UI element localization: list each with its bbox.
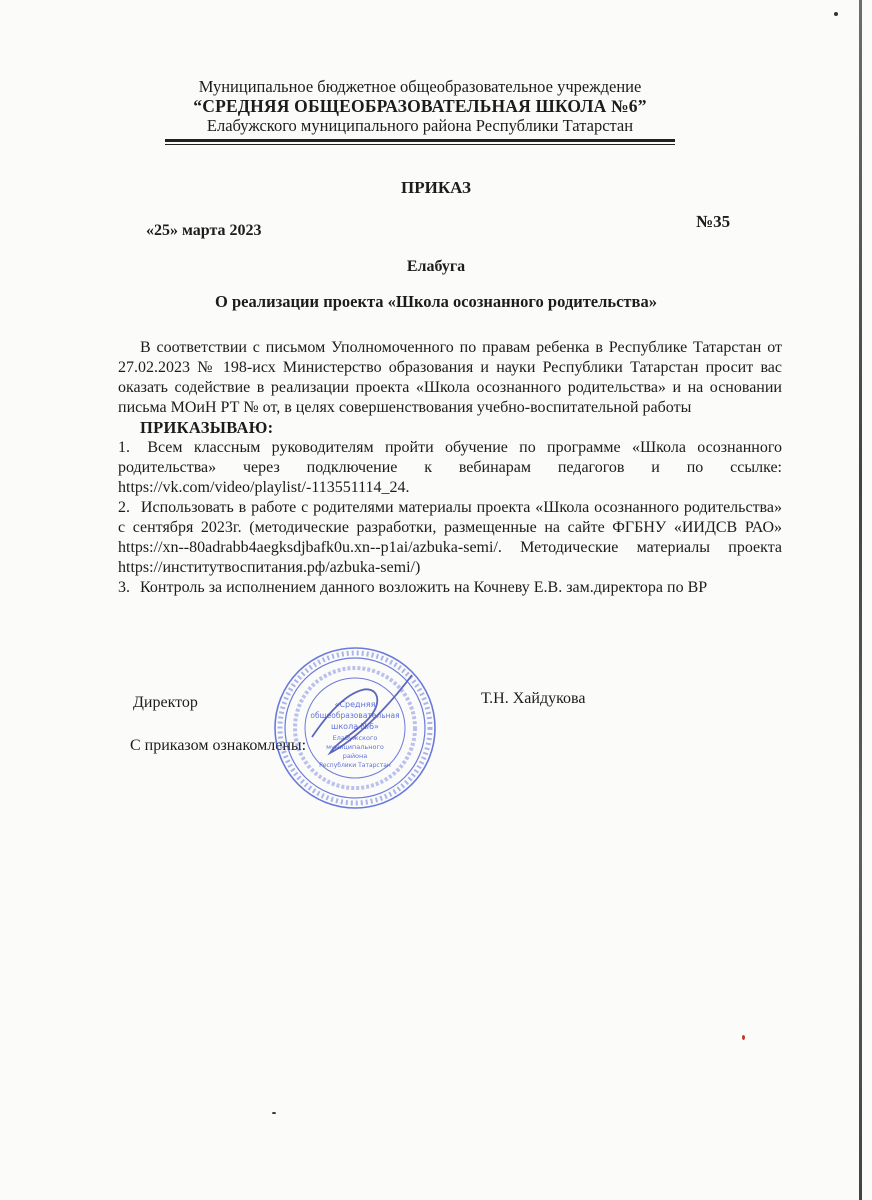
order-item [118,578,782,598]
order-item-number: 2. [118,499,130,516]
document-title: ПРИКАЗ [401,178,471,197]
stamp-center-line: Республики Татарстан [319,762,391,769]
scan-speck [272,1112,276,1114]
document-subject: О реализации проекта «Школа осознанного родительства» [215,292,657,311]
intro-paragraph: В соответствии с письмом Уполномоченного по правам ребенка в Республике Татарстан от 27.02.2023 № 198-исх Министерство образования и науки Республики Татарстан просит вас оказать содействие в реализации проекта «Школа осознанного родительства» и на основании письма МОиН РТ № от, в целях совершенствования учебно-воспитательной работы [118,339,782,416]
stamp-center-line: района [342,752,368,760]
header-institution-type: Муниципальное бюджетное общеобразовательное учреждение [198,77,642,96]
order-item-number: 1. [118,439,130,456]
order-heading: ПРИКАЗЫВАЮ: [140,418,274,437]
school-header [165,78,675,145]
document-number: №35 [696,212,731,231]
header-district: Елабужского муниципального района Республики Татарстан [206,116,634,135]
order-item [118,438,782,498]
director-label: Директор [133,694,198,711]
document-date: «25» марта 2023 [146,222,262,239]
stamp-center-line: общеобразовательная [310,711,400,720]
stamp-center-line: «Средняя [334,700,376,709]
header-divider [165,139,675,145]
document-city: Елабуга [406,258,466,275]
scan-speck [834,12,838,16]
scan-speck [742,1035,745,1040]
order-item [118,498,782,578]
acquainted-label: С приказом ознакомлены: [130,737,307,754]
order-item-number: 3. [118,579,130,596]
stamp-center-line: школа №6» [331,722,379,731]
stamp-center-line: муниципального [326,743,384,751]
director-name: Т.Н. Хайдукова [481,690,586,707]
order-item-text: Контроль за исполнением данного возложить на Кочневу Е.В. зам.директора по ВР [140,579,708,596]
order-item-text: Использовать в работе с родителями материалы проекта «Школа осознанного родительства» с сентября 2023г. (методические разработки, размещенные на сайте ФГБНУ «ИИДСВ РАО» https://xn--80adrabb4aegksdjbafk0u.xn--p1ai/azbuka-semi/. Методические материалы проекта https://институтвоспитания.рф/azbuka-semi/) [118,499,782,576]
order-item-text: Всем классным руководителям пройти обучение по программе «Школа осознанного родительства» через подключение к вебинарам педагогов и по ссылке: https://vk.com/video/playlist/-113551114_24. [118,439,783,496]
stamp-center-line: Елабужского [332,734,378,742]
header-school-name: “СРЕДНЯЯ ОБЩЕОБРАЗОВАТЕЛЬНАЯ ШКОЛА №6” [193,96,647,116]
official-stamp [272,645,438,811]
order-body [118,338,782,598]
